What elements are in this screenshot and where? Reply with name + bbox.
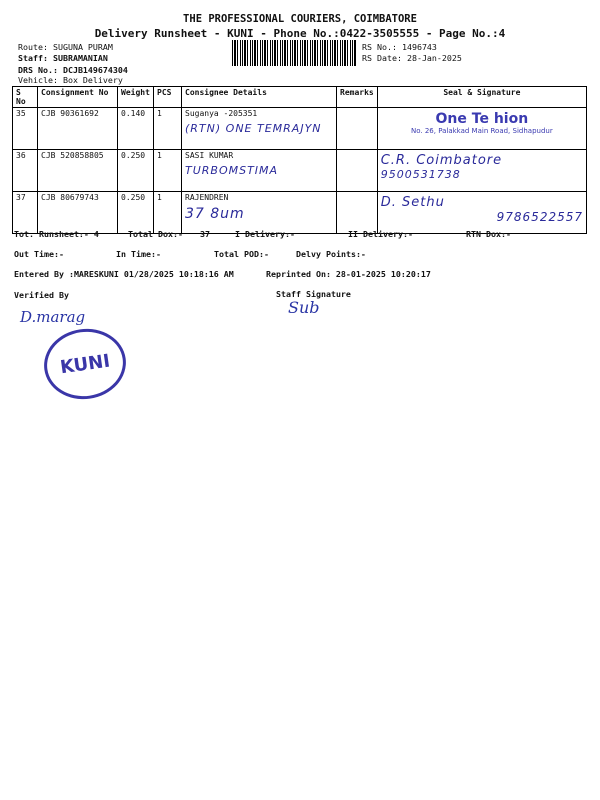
cell-remarks [337, 192, 378, 234]
tot-runsheet: Tot. Runsheet:- 4 [14, 229, 99, 239]
seal-address: No. 26, Palakkad Main Road, Sidhapudur [410, 127, 553, 135]
cell-consignment: CJB 80679743 [38, 192, 118, 234]
seal-signature: D. Sethu [380, 195, 445, 210]
cell-sno: 37 [13, 192, 38, 234]
staff: Staff: SUBRAMANIAN [18, 53, 108, 63]
cell-seal [377, 150, 586, 192]
staff-signature-label: Staff Signature [276, 289, 351, 299]
consignee-name: SASI KUMAR [185, 151, 234, 160]
stamp-text: KUNI [58, 350, 112, 378]
col-consignee: Consignee Details [182, 87, 337, 108]
route: Route: SUGUNA PURAM [18, 42, 113, 52]
col-weight: Weight [118, 87, 154, 108]
col-consignment: Consignment No [38, 87, 118, 108]
out-time: Out Time:- [14, 249, 64, 259]
total-dox-value: 37 [200, 229, 210, 239]
rtn-dox: RTN Dox:- [466, 229, 511, 239]
cell-seal [377, 192, 586, 234]
handwritten-note: (RTN) ONE TEMRAJYN [185, 122, 322, 135]
cell-pcs: 1 [154, 150, 182, 192]
cell-pcs: 1 [154, 192, 182, 234]
col-pcs: PCS [154, 87, 182, 108]
handwritten-note: TURBOMSTIMA [185, 164, 279, 177]
entered-by: Entered By :MARESKUNI 01/28/2025 10:18:16 AM [14, 269, 234, 279]
runsheet-title: Delivery Runsheet - KUNI - Phone No.:0422-3505555 - Page No.:4 [94, 27, 506, 40]
cell-seal [377, 108, 586, 150]
seal-phone: 9786522557 [496, 210, 583, 224]
table-header-row [13, 87, 587, 108]
runsheet-table [12, 86, 587, 234]
table-row [13, 150, 587, 192]
consignee-name: Suganya -205351 [185, 109, 258, 118]
kuni-stamp [40, 324, 131, 405]
verifier-signature: D.marag [20, 308, 86, 326]
cell-weight: 0.250 [118, 192, 154, 234]
cell-consignment: CJB 90361692 [38, 108, 118, 150]
cell-sno: 35 [13, 108, 38, 150]
col-sno: S No [13, 87, 38, 108]
table-row [13, 192, 587, 234]
cell-weight: 0.140 [118, 108, 154, 150]
cell-sno: 36 [13, 150, 38, 192]
cell-consignee [182, 192, 337, 234]
seal-stamp: One Te hion [435, 111, 529, 127]
barcode [232, 40, 356, 66]
handwritten-note: 37 8um [185, 206, 245, 222]
reprinted-on: Reprinted On: 28-01-2025 10:20:17 [266, 269, 431, 279]
in-time: In Time:- [116, 249, 161, 259]
seal-phone: 9500531738 [380, 168, 461, 181]
i-delivery: I Delivery:- [235, 229, 295, 239]
cell-pcs: 1 [154, 108, 182, 150]
company-title: THE PROFESSIONAL COURIERS, COIMBATORE [183, 13, 417, 25]
cell-remarks [337, 150, 378, 192]
verified-by-label: Verified By [14, 290, 69, 300]
drs-number: DRS No.: DCJB149674304 [18, 65, 128, 75]
total-dox-label: Total Dox:- [128, 229, 183, 239]
vehicle: Vehicle: Box Delivery [18, 75, 123, 85]
cell-consignee [182, 108, 337, 150]
col-remarks: Remarks [337, 87, 378, 108]
cell-remarks [337, 108, 378, 150]
delvy-points: Delvy Points:- [296, 249, 366, 259]
seal-signature: C.R. Coimbatore [380, 153, 503, 168]
rs-number: RS No.: 1496743 [362, 42, 437, 52]
cell-consignment: CJB 520858805 [38, 150, 118, 192]
cell-consignee [182, 150, 337, 192]
ii-delivery: II Delivery:- [348, 229, 413, 239]
cell-weight: 0.250 [118, 150, 154, 192]
staff-signature: Sub [288, 298, 320, 317]
table-row [13, 108, 587, 150]
col-seal: Seal & Signature [377, 87, 586, 108]
consignee-name: RAJENDREN [185, 193, 229, 202]
rs-date: RS Date: 28-Jan-2025 [362, 53, 462, 63]
total-pod: Total POD:- [214, 249, 269, 259]
